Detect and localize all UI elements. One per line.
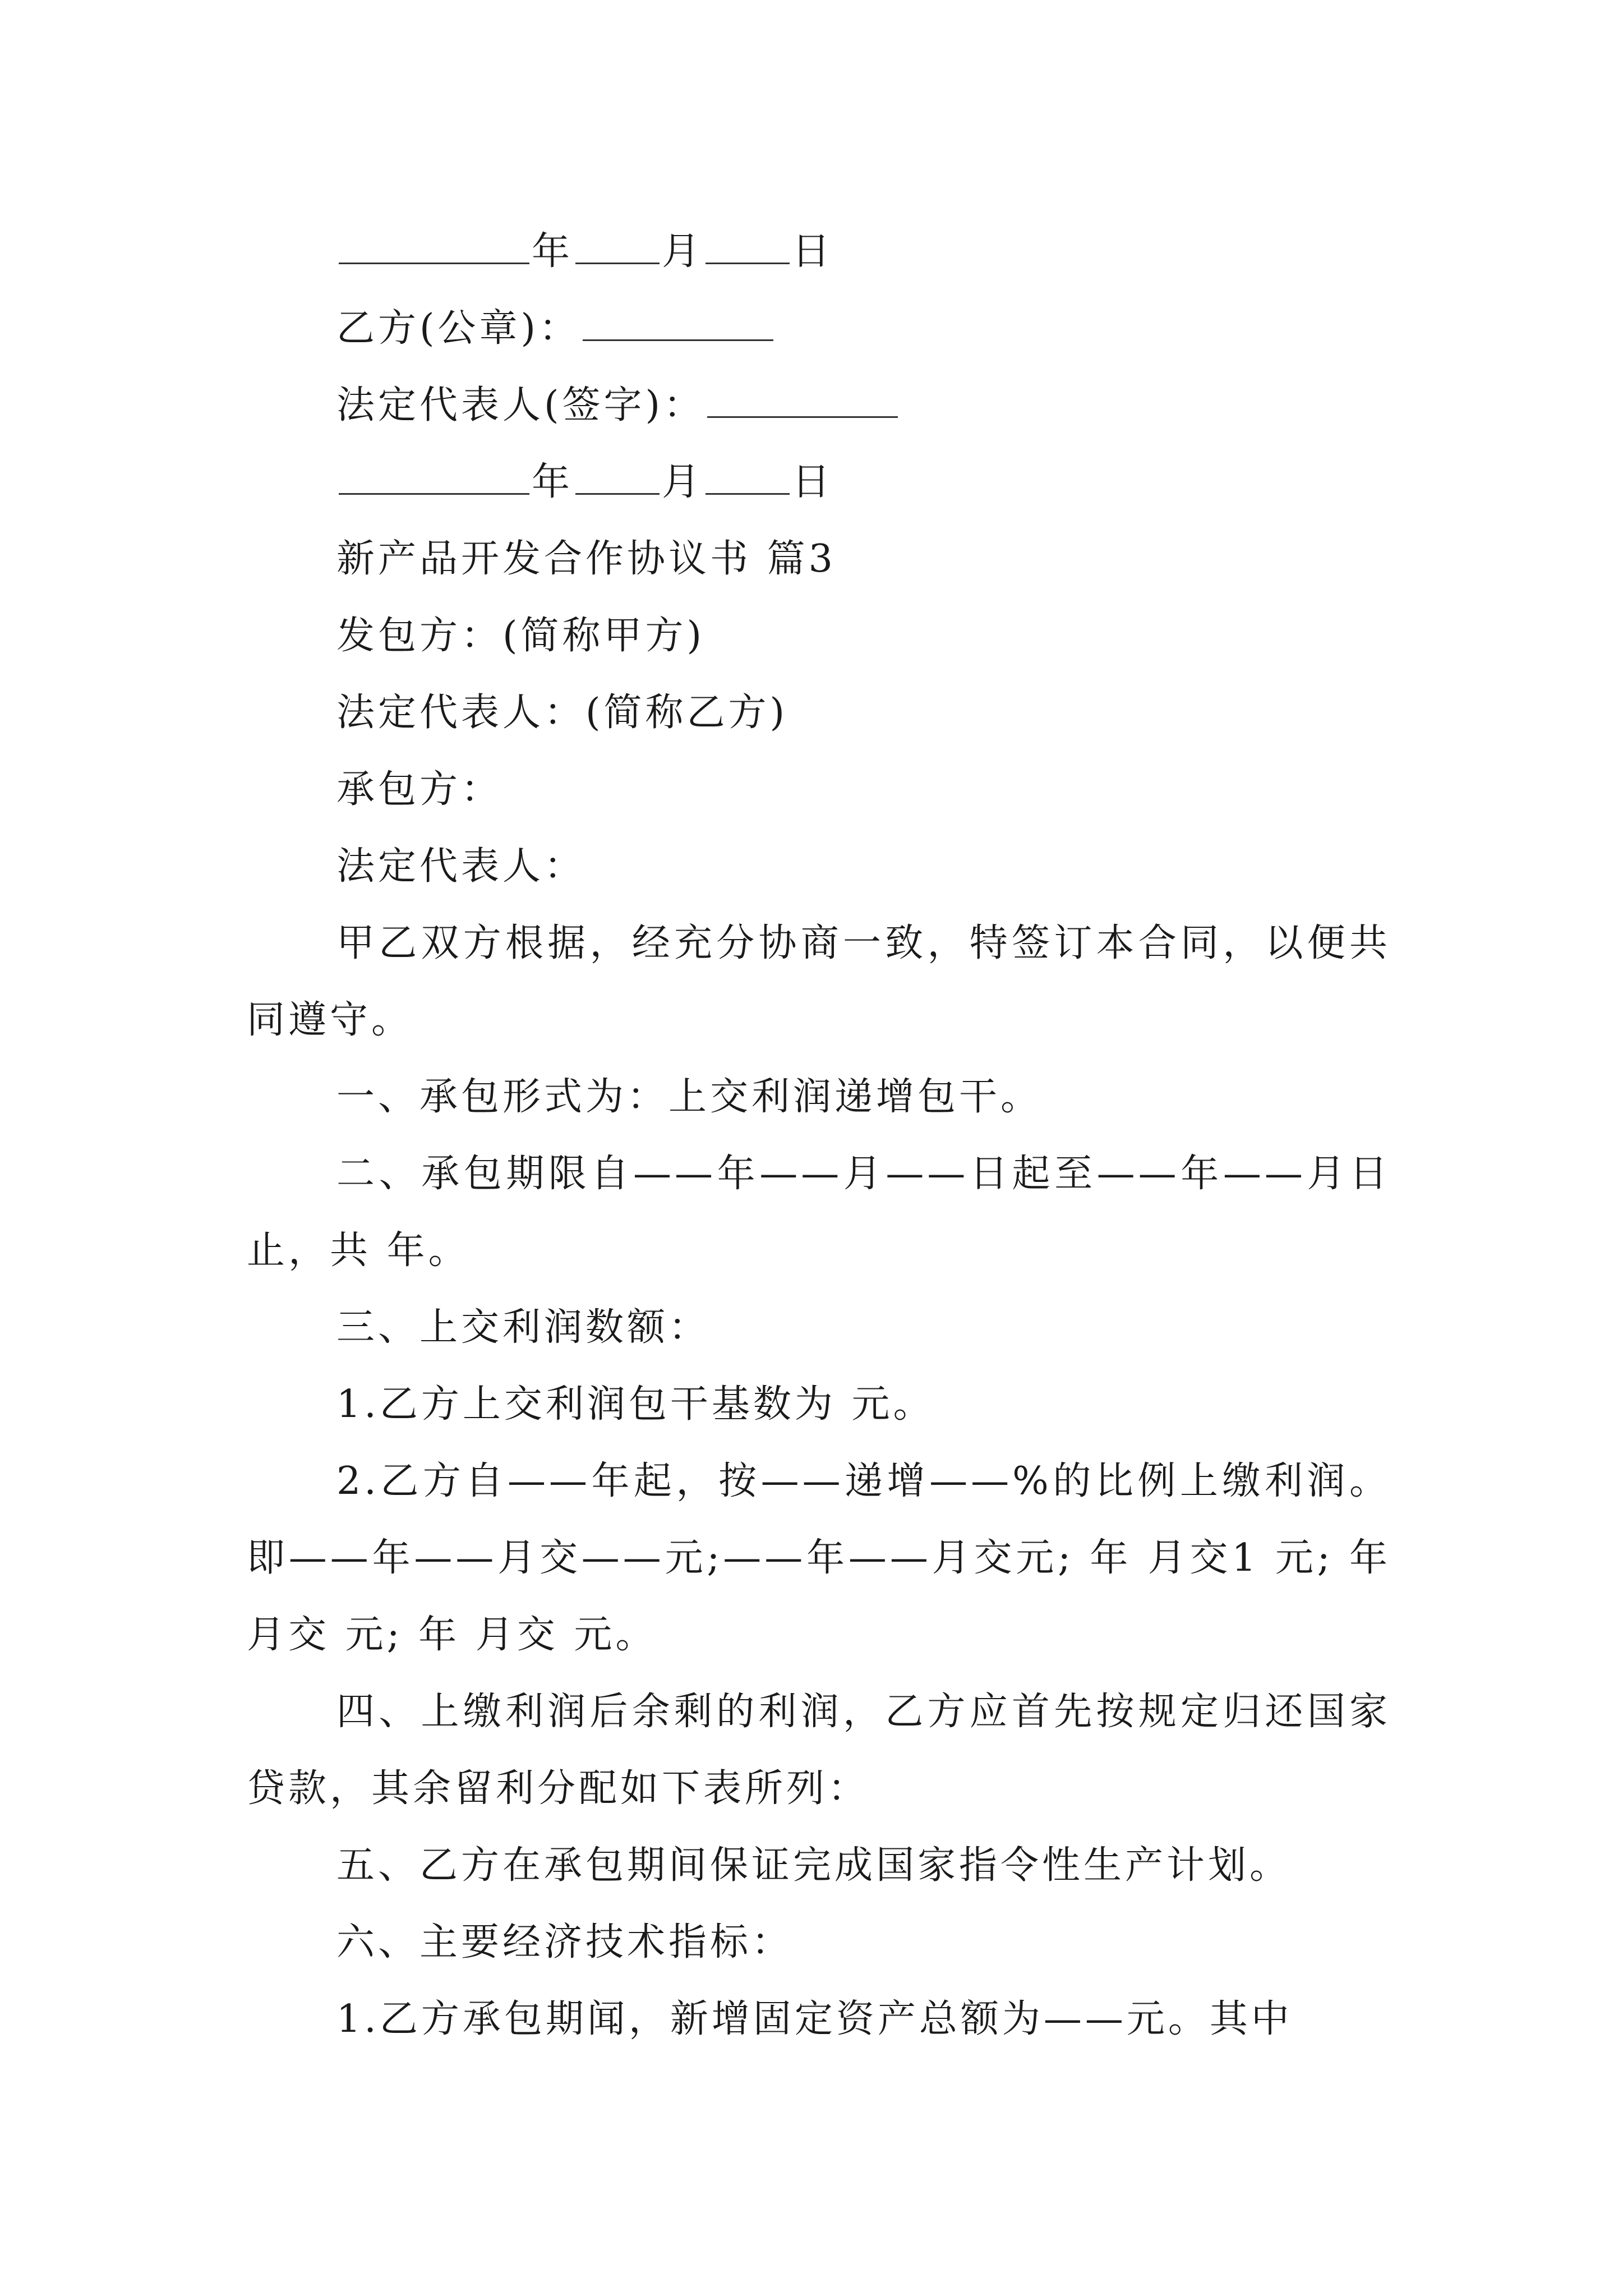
paragraph: 四、上缴利润后余剩的利润，乙方应首先按规定归还国家贷款，其余留利分配如下表所列： <box>247 1690 1391 1811</box>
paragraph: 六、主要经济技术指标： <box>336 1920 794 1964</box>
day-label: 日 <box>792 460 834 504</box>
section-title: 新产品开发合作协议书 篇3 <box>336 537 836 581</box>
paragraph: 一、承包形式为：上交利润递增包干。 <box>336 1075 1043 1119</box>
day-blank <box>706 229 790 264</box>
legal-rep-sign-blank <box>707 383 898 418</box>
month-blank <box>575 229 660 264</box>
employer-line: 发包方：(简称甲方) <box>336 614 706 658</box>
paragraph: 甲乙双方根据，经充分协商一致，特签订本合同，以便共同遵守。 <box>247 921 1391 1042</box>
date-line-2 <box>247 444 1391 521</box>
paragraph: 五、乙方在承包期间保证完成国家指令性生产计划。 <box>336 1843 1292 1888</box>
month-label: 月 <box>662 229 704 274</box>
contractor-rep-line: 法定代表人： <box>336 844 586 889</box>
paragraph: 2.乙方自——年起，按——递增——%的比例上缴利润。即——年——月交——元;——年——月交元; 年 月交1 元; 年 月交 元; 年 月交 元。 <box>247 1459 1391 1657</box>
employer-rep-line: 法定代表人：(简称乙方) <box>336 691 789 735</box>
paragraph: 三、上交利润数额： <box>336 1305 711 1350</box>
paragraph: 1.乙方上交利润包干基数为 元。 <box>336 1382 935 1427</box>
contractor-line: 承包方： <box>336 767 503 812</box>
date-line-1 <box>247 213 1391 290</box>
document-body <box>247 213 1391 2058</box>
year-blank <box>339 229 529 264</box>
month-label: 月 <box>662 460 704 504</box>
paragraph: 二、承包期限自——年——月——日起至——年——月日止，共 年。 <box>247 1152 1391 1273</box>
year-label: 年 <box>532 229 574 274</box>
party-b-seal-blank <box>583 306 773 341</box>
day-label: 日 <box>792 229 834 274</box>
party-b-seal-line <box>247 290 1391 367</box>
paragraph: 1.乙方承包期闻，新增固定资产总额为——元。其中 <box>336 1997 1293 2041</box>
year-blank <box>339 459 529 495</box>
legal-rep-sign-line <box>247 367 1391 444</box>
day-blank <box>706 459 790 495</box>
year-label: 年 <box>532 460 574 504</box>
legal-rep-sign-label: 法定代表人(签字)： <box>336 383 706 427</box>
month-blank <box>575 459 660 495</box>
party-b-seal-label: 乙方(公章)： <box>336 306 581 351</box>
